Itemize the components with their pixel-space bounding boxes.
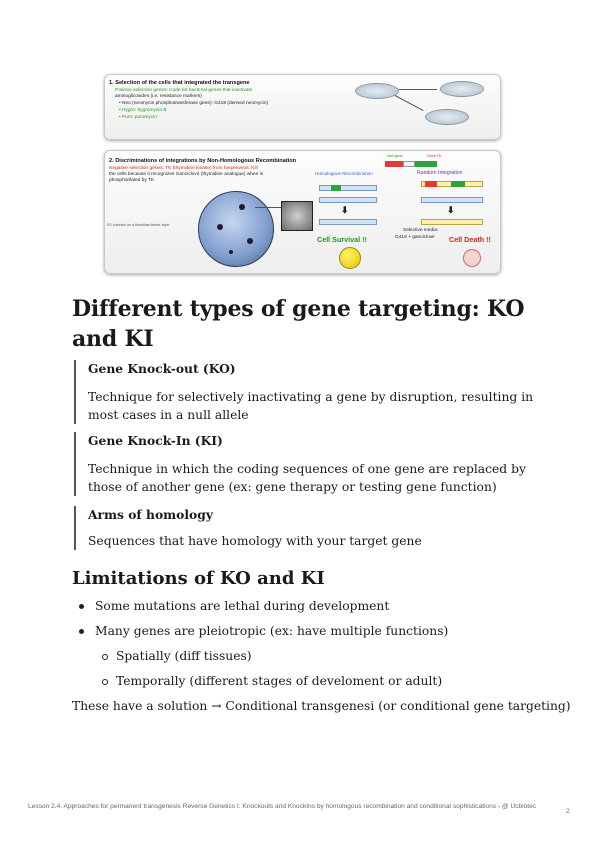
limitation-sub-bullet: Spatially (diff tissues) (116, 649, 252, 663)
definition-description: Technique in which the coding sequences of one gene are replaced by those of another gene (ex: gene therapy or testing gene function) (88, 462, 526, 494)
culture-dish-3 (425, 109, 469, 125)
colony (247, 238, 253, 244)
ri-red-segment (425, 181, 437, 187)
section-heading-gene-targeting: Different types of gene targeting: KO and KI (72, 296, 525, 352)
colony (239, 204, 245, 210)
figure-panel-positive-selection (104, 74, 501, 140)
hr-bar-top (319, 185, 377, 191)
definition-knock-out (74, 360, 548, 424)
dish-arrow-2 (395, 95, 424, 111)
dish-arrow-1 (399, 89, 437, 90)
culture-dish-2 (440, 81, 484, 97)
definition-description: Technique for selectively inactivating a gene by disruption, resulting in most cases in a null allele (88, 390, 534, 422)
neo-gene-label: Neo gene (387, 154, 403, 158)
definition-arms-of-homology (74, 506, 548, 550)
definition-term: Gene Knock-out (KO) (88, 361, 236, 376)
selective-media-value: G418 + ganciclovir (395, 235, 435, 240)
ri-down-arrow-icon: ⬇ (447, 205, 455, 215)
figure-panel-negative-selection (104, 150, 501, 274)
hr-result-bar (319, 219, 377, 225)
culture-dish-1 (355, 83, 399, 99)
colony (217, 224, 223, 230)
hr-neo-segment (331, 185, 341, 191)
construct-bar-white (403, 161, 415, 167)
colony-zoom-inset (281, 201, 313, 231)
conclusion-paragraph: These have a solution → Conditional transgenesi (or conditional gene targeting) (72, 699, 571, 713)
es-colonies-label: ES colonies on a fibroblast feeder layer (107, 223, 170, 227)
es-colony-photo (198, 191, 274, 267)
page-number: 2 (566, 808, 570, 815)
panel1-line2: aminoglicosides (i.e. resistance markers) (115, 94, 202, 99)
panel2-line1: Negative selection genes: TK (thymidine kinase) from herpesvirus. Kill (109, 166, 258, 171)
random-label: Random Integration (417, 170, 463, 176)
definition-knock-in (74, 432, 548, 496)
zoom-line (255, 207, 281, 208)
smiley-icon (339, 247, 361, 269)
bullet-ring-icon (102, 654, 108, 660)
construct-bar-red (385, 161, 403, 167)
panel1-bullet-neo: • Neo (neomycin phosphotransferase gene): G418 (derived neomycin) (119, 101, 269, 106)
construct-bar-green (415, 161, 437, 167)
definition-term: Gene Knock-In (KI) (88, 433, 223, 448)
section-heading-limitations: Limitations of KO and KI (72, 568, 325, 589)
panel2-line2: the cells because it recognizes Ganciclovir (thymidine analogue) when is (109, 172, 264, 177)
skull-icon (463, 249, 481, 267)
panel1-bullet-puro: • Puro: puromycin (119, 115, 157, 120)
bullet-dot-icon (79, 629, 84, 634)
panel1-line1: Positive selection genes: Code for bacterial genes that inactivate (115, 88, 253, 93)
tk-gene-label: Gene TK (427, 154, 442, 158)
homologous-label: Homologous Recombination (315, 171, 373, 176)
ri-bar-bottom (421, 197, 483, 203)
limitation-bullet: Some mutations are lethal during development (95, 599, 390, 613)
panel2-line3: phosphorilated by TK (109, 178, 155, 183)
selective-media-title: Selective media: (403, 228, 439, 233)
bullet-ring-icon (102, 679, 108, 685)
ri-green-segment (451, 181, 465, 187)
panel2-title: 2. Discriminations of integrations by Non-Homologous Recombination (109, 158, 297, 164)
colony (229, 250, 233, 254)
cell-death-label: Cell Death !! (449, 235, 491, 244)
panel1-title: 1. Selection of the cells that integrated the transgene (109, 80, 250, 86)
panel1-bullet-hygro: • Hygro: hygromycin B (119, 108, 167, 113)
definition-description: Sequences that have homology with your target gene (88, 534, 422, 548)
ri-result-bar (421, 219, 483, 225)
cell-survival-label: Cell Survival !! (317, 235, 367, 244)
page-footer: Lesson 2.4. Approaches for permanent transgenesis Reverse Genetics I: Knockouts and KnockIns by homologous recombination and conditional sophistications - @ Ucbiotec (28, 803, 537, 810)
hr-down-arrow-icon: ⬇ (341, 205, 349, 215)
limitation-bullet: Many genes are pleiotropic (ex: have multiple functions) (95, 624, 449, 638)
bullet-dot-icon (79, 604, 84, 609)
limitation-sub-bullet: Temporally (different stages of develoment or adult) (116, 674, 443, 688)
hr-bar-bottom (319, 197, 377, 203)
definition-term: Arms of homology (88, 507, 213, 522)
